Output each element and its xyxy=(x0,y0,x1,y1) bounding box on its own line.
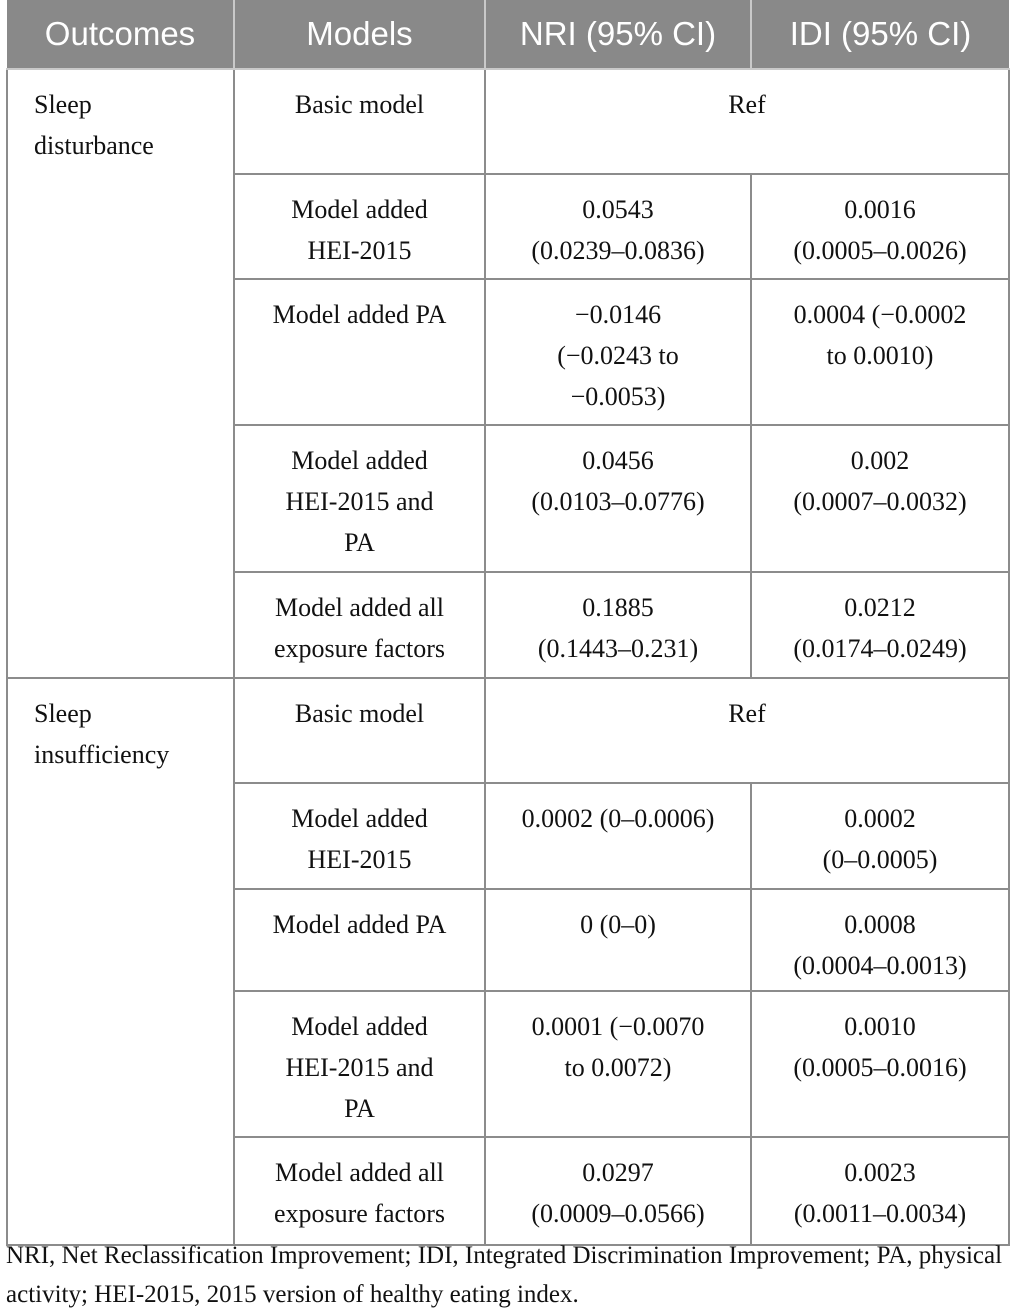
model-cell: Model added HEI-2015 xyxy=(234,174,485,279)
model-cell: Model added HEI-2015 xyxy=(234,783,485,889)
reclassification-table xyxy=(6,0,1010,1246)
table-row xyxy=(7,69,1009,174)
header-models: Models xyxy=(234,0,485,69)
header-idi: IDI (95% CI) xyxy=(751,0,1009,69)
outcome-cell: Sleep disturbance xyxy=(7,69,234,678)
nri-cell: 0 (0–0) xyxy=(485,889,751,991)
idi-cell: 0.0004 (−0.0002 to 0.0010) xyxy=(751,279,1009,425)
idi-cell: 0.0002 (0–0.0005) xyxy=(751,783,1009,889)
nri-cell: 0.0543 (0.0239–0.0836) xyxy=(485,174,751,279)
model-cell: Model added PA xyxy=(234,889,485,991)
model-cell: Model added HEI-2015 and PA xyxy=(234,425,485,572)
ref-cell: Ref xyxy=(485,69,1009,174)
outcome-cell: Sleep insufficiency xyxy=(7,678,234,1245)
header-outcomes: Outcomes xyxy=(7,0,234,69)
nri-cell: 0.0002 (0–0.0006) xyxy=(485,783,751,889)
nri-cell: 0.0456 (0.0103–0.0776) xyxy=(485,425,751,572)
model-cell: Model added all exposure factors xyxy=(234,572,485,678)
model-cell: Model added HEI-2015 and PA xyxy=(234,991,485,1137)
table-footnote: NRI, Net Reclassification Improvement; IDI, Integrated Discrimination Improvement; PA, physical activity; HEI-2015, 2015 version of healthy eating index. xyxy=(6,1242,1003,1308)
header-nri: NRI (95% CI) xyxy=(485,0,751,69)
idi-cell: 0.002 (0.0007–0.0032) xyxy=(751,425,1009,572)
idi-cell: 0.0008 (0.0004–0.0013) xyxy=(751,889,1009,991)
idi-cell: 0.0010 (0.0005–0.0016) xyxy=(751,991,1009,1137)
nri-cell: 0.0001 (−0.0070 to 0.0072) xyxy=(485,991,751,1137)
nri-cell: 0.1885 (0.1443–0.231) xyxy=(485,572,751,678)
model-cell: Basic model xyxy=(234,678,485,783)
header-row xyxy=(7,0,1009,69)
idi-cell: 0.0023 (0.0011–0.0034) xyxy=(751,1137,1009,1245)
results-table-container xyxy=(6,0,1008,1246)
nri-cell: 0.0297 (0.0009–0.0566) xyxy=(485,1137,751,1245)
idi-cell: 0.0212 (0.0174–0.0249) xyxy=(751,572,1009,678)
ref-cell: Ref xyxy=(485,678,1009,783)
idi-cell: 0.0016 (0.0005–0.0026) xyxy=(751,174,1009,279)
model-cell: Model added PA xyxy=(234,279,485,425)
model-cell: Basic model xyxy=(234,69,485,174)
table-row xyxy=(7,678,1009,783)
model-cell: Model added all exposure factors xyxy=(234,1137,485,1245)
nri-cell: −0.0146 (−0.0243 to −0.0053) xyxy=(485,279,751,425)
